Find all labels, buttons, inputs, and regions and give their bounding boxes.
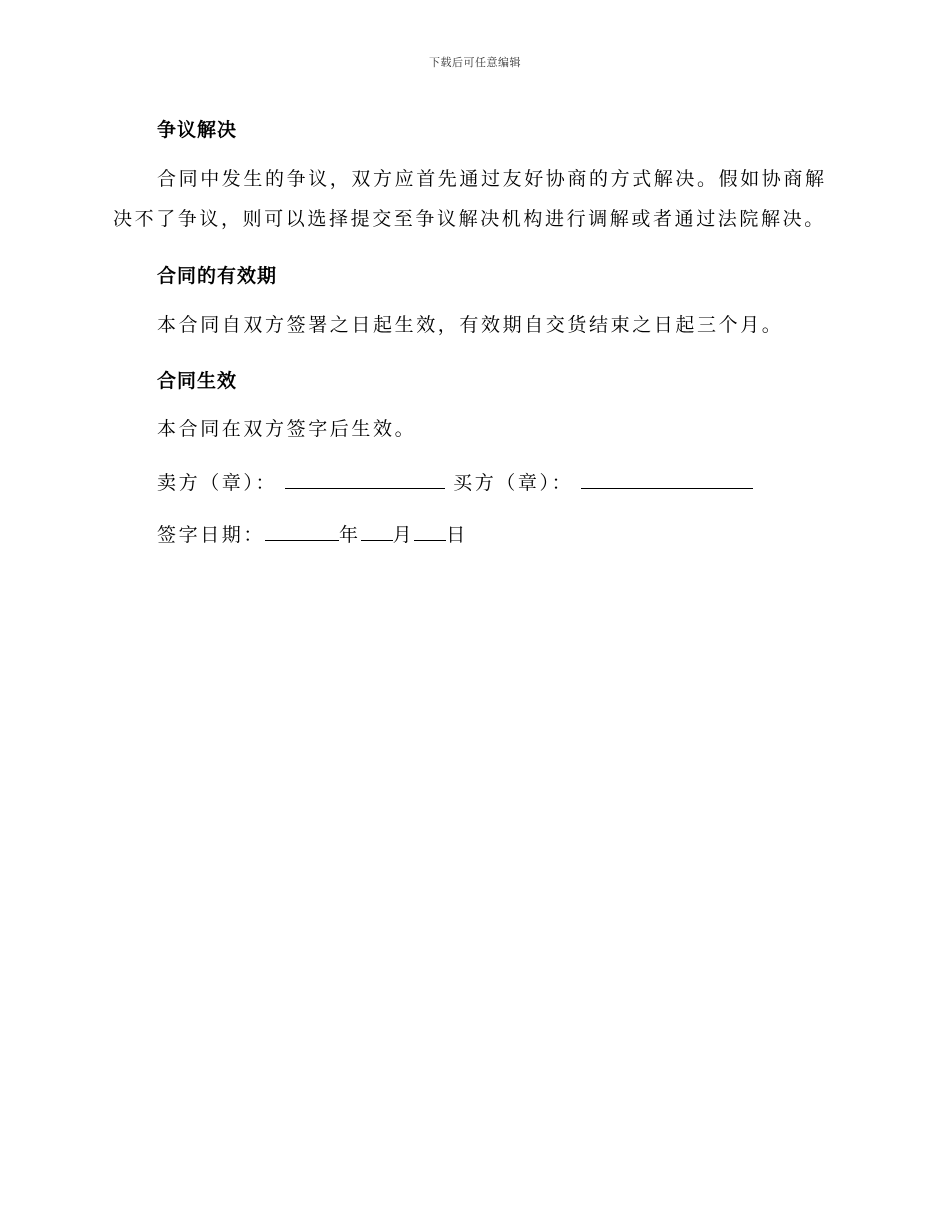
month-label: 月 (392, 524, 415, 546)
month-blank[interactable] (361, 522, 393, 541)
signature-date-line (157, 520, 468, 547)
year-blank[interactable] (265, 522, 339, 541)
seller-signature-blank[interactable] (285, 470, 445, 489)
paragraph-dispute: 合同中发生的争议，双方应首先通过友好协商的方式解决。假如协商解决不了争议，则可以选择提交至争议解决机构进行调解或者通过法院解决。 (113, 168, 827, 230)
paragraph-validity: 本合同自双方签署之日起生效，有效期自交货结束之日起三个月。 (157, 314, 784, 336)
buyer-label: 买方（章）： (453, 472, 574, 494)
signature-parties-line (157, 468, 753, 495)
page-header: 下载后可任意编辑 (429, 56, 521, 69)
heading-effect: 合同生效 (157, 370, 238, 392)
buyer-signature-blank[interactable] (581, 470, 753, 489)
heading-validity: 合同的有效期 (157, 265, 278, 287)
seller-label: 卖方（章）： (157, 472, 278, 494)
day-blank[interactable] (414, 522, 446, 541)
heading-dispute: 争议解决 (157, 119, 238, 141)
paragraph-effect: 本合同在双方签字后生效。 (157, 418, 417, 440)
year-label: 年 (339, 524, 361, 546)
date-label: 签字日期： (157, 524, 266, 546)
day-label: 日 (446, 524, 468, 546)
